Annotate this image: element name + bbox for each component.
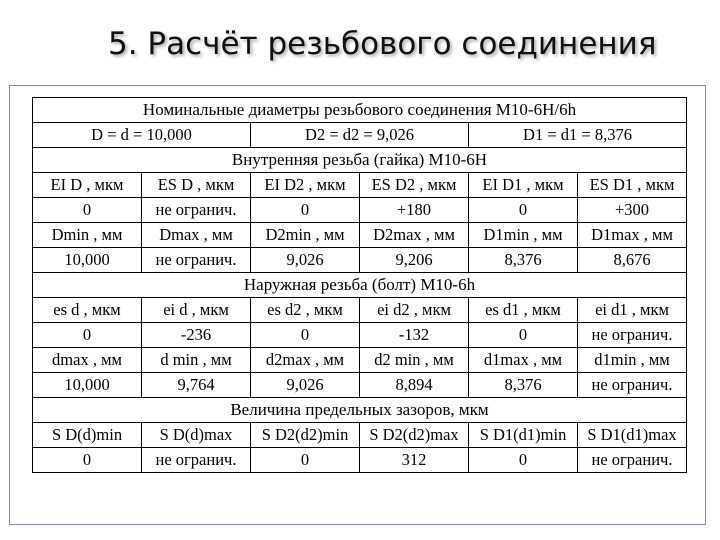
value-cell: 0 xyxy=(251,448,360,473)
table-row xyxy=(33,373,687,398)
label-cell: D2min , мм xyxy=(251,223,360,248)
value-cell: 0 xyxy=(469,198,578,223)
section-header-clearance: Величина предельных зазоров, мкм xyxy=(33,398,687,423)
label-cell: D2max , мм xyxy=(360,223,469,248)
label-cell: S D(d)max xyxy=(142,423,251,448)
slide-title: 5. Расчёт резьбового соединения xyxy=(108,26,657,62)
label-cell: d min , мм xyxy=(142,348,251,373)
value-cell: 10,000 xyxy=(33,373,142,398)
label-cell: S D1(d1)max xyxy=(578,423,687,448)
nominal-diameter-cell: D2 = d2 = 9,026 xyxy=(251,123,469,148)
value-cell: не огранич. xyxy=(142,248,251,273)
section-header-external: Наружная резьба (болт) М10-6h xyxy=(33,273,687,298)
label-cell: EI D2 , мкм xyxy=(251,173,360,198)
value-cell: не огранич. xyxy=(578,323,687,348)
value-cell: 8,676 xyxy=(578,248,687,273)
table-row xyxy=(33,273,687,298)
label-cell: Dmin , мм xyxy=(33,223,142,248)
value-cell: 312 xyxy=(360,448,469,473)
label-cell: es d1 , мкм xyxy=(469,298,578,323)
table-row xyxy=(33,148,687,173)
table-row xyxy=(33,98,687,123)
value-cell: 0 xyxy=(33,198,142,223)
value-cell: -236 xyxy=(142,323,251,348)
value-cell: 8,376 xyxy=(469,248,578,273)
value-cell: не огранич. xyxy=(578,448,687,473)
label-cell: ei d , мкм xyxy=(142,298,251,323)
label-cell: d2 min , мм xyxy=(360,348,469,373)
value-cell: 8,376 xyxy=(469,373,578,398)
table-row xyxy=(33,173,687,198)
label-cell: ei d2 , мкм xyxy=(360,298,469,323)
value-cell: 9,764 xyxy=(142,373,251,398)
value-cell: 0 xyxy=(33,323,142,348)
value-cell: 10,000 xyxy=(33,248,142,273)
label-cell: D1max , мм xyxy=(578,223,687,248)
label-cell: EI D , мкм xyxy=(33,173,142,198)
value-cell: 9,026 xyxy=(251,248,360,273)
label-cell: d2max , мм xyxy=(251,348,360,373)
value-cell: 0 xyxy=(251,323,360,348)
label-cell: es d2 , мкм xyxy=(251,298,360,323)
table-row xyxy=(33,223,687,248)
label-cell: dmax , мм xyxy=(33,348,142,373)
table-row xyxy=(33,323,687,348)
value-cell: 8,894 xyxy=(360,373,469,398)
label-cell: D1min , мм xyxy=(469,223,578,248)
table-row xyxy=(33,123,687,148)
value-cell: 0 xyxy=(251,198,360,223)
value-cell: не огранич. xyxy=(142,448,251,473)
table-row xyxy=(33,348,687,373)
nominal-diameter-cell: D = d = 10,000 xyxy=(33,123,251,148)
table-row xyxy=(33,398,687,423)
label-cell: EI D1 , мкм xyxy=(469,173,578,198)
nominal-diameter-cell: D1 = d1 = 8,376 xyxy=(469,123,687,148)
label-cell: S D1(d1)min xyxy=(469,423,578,448)
table-row xyxy=(33,298,687,323)
table-row xyxy=(33,448,687,473)
value-cell: 0 xyxy=(469,323,578,348)
value-cell: 0 xyxy=(33,448,142,473)
label-cell: ES D , мкм xyxy=(142,173,251,198)
label-cell: S D2(d2)min xyxy=(251,423,360,448)
label-cell: Dmax , мм xyxy=(142,223,251,248)
table-row xyxy=(33,423,687,448)
value-cell: 0 xyxy=(469,448,578,473)
value-cell: -132 xyxy=(360,323,469,348)
label-cell: es d , мкм xyxy=(33,298,142,323)
section-header-nominal: Номинальные диаметры резьбового соединения М10-6Н/6h xyxy=(33,98,687,123)
table-row xyxy=(33,198,687,223)
table-row xyxy=(33,248,687,273)
label-cell: ei d1 , мкм xyxy=(578,298,687,323)
label-cell: S D(d)min xyxy=(33,423,142,448)
label-cell: S D2(d2)max xyxy=(360,423,469,448)
label-cell: d1min , мм xyxy=(578,348,687,373)
label-cell: d1max , мм xyxy=(469,348,578,373)
thread-calculation-table xyxy=(32,97,687,473)
value-cell: 9,206 xyxy=(360,248,469,273)
value-cell: не огранич. xyxy=(142,198,251,223)
label-cell: ES D2 , мкм xyxy=(360,173,469,198)
value-cell: +300 xyxy=(578,198,687,223)
value-cell: +180 xyxy=(360,198,469,223)
section-header-internal: Внутренняя резьба (гайка) М10-6Н xyxy=(33,148,687,173)
value-cell: не огранич. xyxy=(578,373,687,398)
value-cell: 9,026 xyxy=(251,373,360,398)
label-cell: ES D1 , мкм xyxy=(578,173,687,198)
